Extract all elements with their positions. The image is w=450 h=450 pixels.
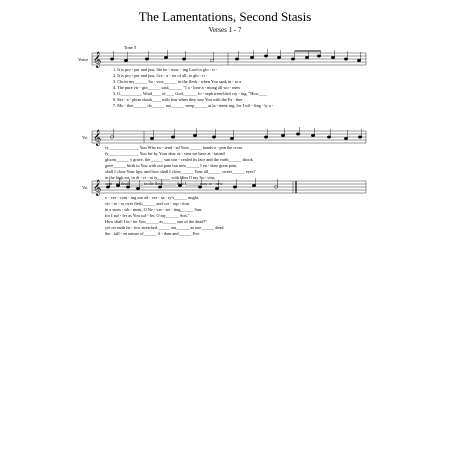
lyric-line: 3. Christ my______ Sa - vior,______ in the flesh - when You sank in - to a	[113, 79, 242, 84]
lyric-line: How shall I in - ter You______ as______ one of the dead?"	[105, 219, 207, 224]
lyric-line: gave______ birth to You with out pain but now______ I en - dure great pain,	[105, 163, 238, 168]
lyric-line: vic - to - ry over flesh______ and cor - rup - tion.	[105, 201, 190, 206]
lyric-line: gloom______ y grave, the______ sun con - cealed its face and the earth______ shook	[105, 157, 253, 162]
lyric-line: 6. Ser - a - phim shook____ with fear when they saw You with the Fa - ther	[113, 97, 243, 102]
notes-system-1	[110, 49, 361, 65]
lyric-line: fy______________ You for by Your dear as - sion we have at - tained	[105, 151, 225, 156]
part-label-vo-1: Vo.	[82, 135, 89, 140]
treble-clef-icon: 𝄞	[93, 52, 102, 68]
part-label-voice: Voice	[78, 57, 89, 62]
lyric-line: cept - ed death______ in the flesh______ that I______ may re - new	[105, 181, 223, 186]
lyric-line: yet on earth be - low stretched______ out______ as one______ dead.	[105, 225, 225, 230]
lyric-line: 4. The pure vir - gin______ said,______ "I a - lone a - mong all wo - men	[113, 85, 240, 90]
lyric-line: in a stom - ish - ment, O Ne - ver - set - ting______ Sun.	[105, 207, 203, 212]
lyric-line: in the high est, in di - vi - ni ty______ with Him O my Sa - vior,	[105, 175, 216, 180]
lyric-line: 2. It is pro - per and just, Cre - a - tor of all, to glo - ri -	[113, 73, 208, 78]
page-title: The Lamentations, Second Stasis	[138, 9, 312, 24]
tone-label: Tone 5	[124, 45, 137, 50]
lyric-line: o - ver - com - ing our ad - ver - sa - ry's______ might.	[105, 195, 200, 200]
notes-system-2	[110, 127, 362, 143]
staff-2	[92, 131, 366, 143]
lyric-line: the - fall - en nature of______ A - dam and______ Eve.	[105, 231, 201, 236]
lyric-line: for I suf - fer as You suf - fer, O my______ Son."	[105, 213, 190, 218]
lyric-line: fy______________ You Who ex - tend - ed Your______ hands a - pon the cross	[105, 145, 243, 150]
staff-1	[92, 53, 366, 65]
part-label-vo-2: Vo.	[82, 185, 89, 190]
lyric-line: shall I close Your lips, and how shall I close______ Your all______ sweet______ eyes?	[105, 169, 256, 174]
page-subtitle: Verses 1 - 7	[208, 26, 242, 34]
treble-clef-icon: 𝄞	[93, 130, 102, 146]
lyric-line: 7. Mo - ther______ do______ not______ weep______ at la - ment ing, for I wil - ling - ly a -	[113, 103, 274, 108]
lyric-line: 1. It is pro - per and just, life be - stow - ing Lord to glo - ri -	[113, 67, 218, 72]
lyric-line: 5. O__________ Word____ of____ God,______ Jo - seph trem-bled cry - ing, "How____	[113, 91, 268, 96]
treble-clef-icon: 𝄞	[93, 180, 102, 196]
